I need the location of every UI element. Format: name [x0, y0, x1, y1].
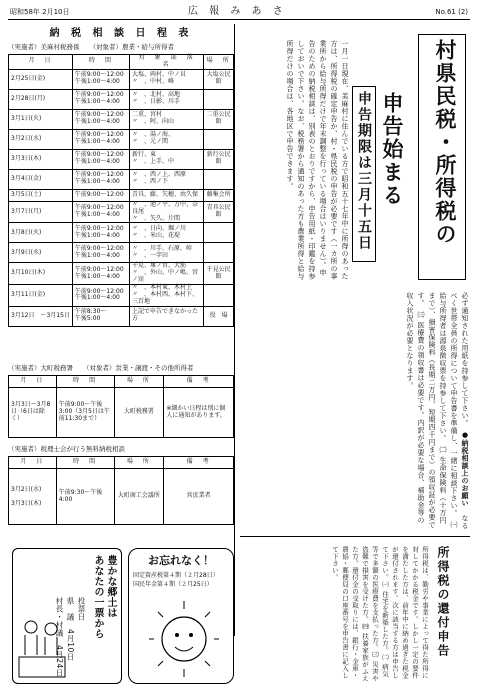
schedule-date: 3月3日(木)	[9, 149, 73, 169]
schedule-place	[204, 285, 234, 307]
schedule-row	[9, 149, 234, 169]
tax-accountant-table: 月 日 時 間 場 所 備 考 3月2日(水) 3月3日(木) 午前9:30～午後4:00 大町商工会議所 営庶業者	[8, 456, 234, 525]
article-paragraph-1: 一月一日現在、美麻村に住んでいる方で昭和五十七年中に所得のあった方は、所得税の確定申告か、村・県民税の申告が必要です（一カ所の事業所から給与所得だけで年末調整を行っている場合はいりません）。申告のための納税相談は、別表のとおりですから、申告用紙・印鑑を持参しておいで下さい。なお、税務署から通知のあった方も農業所得と給与所得だけの場合は、各地区で申告できます。	[286, 40, 349, 280]
schedule-date: 3月4日(金)	[9, 169, 73, 189]
schedule-date: 3月7日(月)	[9, 201, 73, 223]
schedule-areas: 大塩、両村、中ノ貝 〃 、中村、峰	[130, 69, 204, 89]
refund-body: 所得税は、勤労や事業によって得た所得に対してかかる税金です。しかし一定の要件を満たした方は、前年中に納め過ぎた税金が還付されます。次に該当する方は申告して下さい。㈠ 住宅を新築した方。㈡ 病気等で多額の医療費を支払った方。㈢ 災害や盗難で損害を受けた方。㈣ 扶養家族がふえた方。還付金の受取りには、銀行・金庫・農協・郵便局の口座番号を申告書に記入して下さい。	[331, 546, 429, 682]
voters-illustration	[17, 607, 69, 679]
tax-accountant-row: 3月2日(水) 3月3日(木) 午前9:30～午後4:00 大町商工会議所 営庶業者	[9, 469, 234, 525]
schedule-areas: 上記で申告できなかった方	[130, 306, 204, 326]
schedule-date: 3月12日 ～3月15日	[9, 306, 73, 326]
schedule-row	[9, 223, 234, 243]
schedule-areas: 〃 、池ノ平、万中、奈良尾 〃 、矢久、片間	[130, 201, 204, 223]
schedule-areas: 新行、東 〃 、上手、中	[130, 149, 204, 169]
schedule-areas: 〃 、湯ノ海、 〃 、元ノ関	[130, 129, 204, 149]
schedule-times: 午前9:00～12:00 午後1:00～4:00	[72, 169, 129, 189]
schedule-areas: 〃 、川手、石原、峠 〃 、一字田	[130, 243, 204, 263]
schedule-header-row: 月 日 時 間 対 象 部 落 名 場 所	[9, 55, 234, 70]
schedule-row	[9, 69, 234, 89]
schedule-times: 午前9:00～12:00 午後1:00～4:00	[72, 69, 129, 89]
schedule-date: 3月10日(木)	[9, 263, 73, 285]
schedule-times: 午前9:00～12:00 午後1:00～4:00	[72, 89, 129, 109]
reminder-title: お忘れなく！	[148, 554, 214, 567]
schedule-times: 午前9:00～12:00 午後1:00～4:00	[72, 285, 129, 307]
implementer-2: （実施者）大町税務署 （対象者）営業・譲渡・その他所得者	[8, 364, 194, 372]
schedule-times: 午前9:00～12:00 午後1:00～4:00	[72, 243, 129, 263]
schedule-times: 午前9:00～12:00 午後1:00～4:00	[72, 129, 129, 149]
headline-sub: 申告始まる	[380, 92, 404, 207]
schedule-place	[204, 223, 234, 243]
deadline-text: 申告期限は三月十五日	[356, 91, 372, 251]
schedule-date: 3月8日(火)	[9, 223, 73, 243]
schedule-row	[9, 263, 234, 285]
schedule-place: 役 場	[204, 306, 234, 326]
schedule-place	[204, 129, 234, 149]
schedule-areas: 〃 、北村、高地 〃 、日影、川手	[130, 89, 204, 109]
schedule-row	[9, 285, 234, 307]
schedule-times: 午前9:00～12:00 午後1:00～4:00	[72, 263, 129, 285]
schedule-date: 3月11日(金)	[9, 285, 73, 307]
schedule-table	[8, 54, 234, 327]
schedule-place: 二重公民館	[204, 109, 234, 129]
schedule-row	[9, 169, 234, 189]
schedule-place	[204, 169, 234, 189]
column-divider	[234, 24, 235, 636]
headline-main: 村県民税・所得税の	[433, 39, 457, 246]
election-ad: 豊かな郷土は あなたの一票から 投票日 県 議 4月10日 村長・村議 4月24日	[12, 548, 122, 684]
schedule-place	[204, 89, 234, 109]
schedule-place: 藤集会所	[204, 189, 234, 201]
payment-reminder: お忘れなく！ 固定資産税第４期（２月28日） 国民年金第４期（２月25日）	[128, 548, 234, 684]
schedule-row	[9, 201, 234, 223]
schedule-place: 青具公民館	[204, 201, 234, 223]
schedule-times: 午前9:00～12:00 午後1:00～4:00	[72, 223, 129, 243]
tax-office-row: 3月3日～3月8日（6日は除く） 午前9:00～午後3:00（3月5日は午前11:30まで） 大町税務署 ※細かい日程は別に個人に通知があります。	[9, 388, 234, 438]
refund-title: 所得税の還付申告	[436, 546, 450, 658]
schedule-row	[9, 243, 234, 263]
schedule-date: 3月1日(火)	[9, 109, 73, 129]
schedule-row	[9, 129, 234, 149]
deadline-box	[352, 86, 376, 262]
schedule-date: 3月2日(水)	[9, 129, 73, 149]
schedule-row	[9, 306, 234, 326]
schedule-date: 2月25日(金)	[9, 69, 73, 89]
article-paragraph-2: 必ず通知された用紙を持参して下さい。 ●納税相談上のお願い なるべく世帯全員の所得について申告書を準備し、一緒に相談下さい。 ㈠ 給与所得者は源泉徴収票を持参して下さい。 ㈡ 生命保険料（十万円まで）、損害保険料（長期二万円、短期四千円まで）の領収証が必要です。 ㈢ 医療費の領収書は必要です。内訳が必要な場合、補助金等の収入状況が必要となります。	[406, 292, 469, 530]
schedule-areas: 〃 、西ノ上、西原 〃 、西ノ下	[130, 169, 204, 189]
schedule-areas: 千見、塚ノ宮、大筋 〃 、外山、中ノ嶋、宮ノ窪	[130, 263, 204, 285]
schedule-row	[9, 89, 234, 109]
schedule-date: 3月5日(土)	[9, 189, 73, 201]
schedule-place: 新行公民館	[204, 149, 234, 169]
schedule-place	[204, 243, 234, 263]
schedule-areas: 二重、宮村 〃 、阿、向山	[130, 109, 204, 129]
schedule-row	[9, 189, 234, 201]
schedule-areas: 〃 、日向、堀ノ川 〃 、米山、花堤	[130, 223, 204, 243]
tax-office-table: 月 日 時 間 場 所 備 考 3月3日～3月8日（6日は除く） 午前9:00～午後3:00（3月5日は午前11:30まで） 大町税務署 ※細かい日程は別に個人に通知があります。	[8, 375, 234, 438]
schedule-place: 大塩公民館	[204, 69, 234, 89]
headline-box	[418, 34, 466, 280]
issue-date: 昭和58年 2月10日	[10, 8, 70, 16]
schedule-times: 午前9:00～12:00	[72, 189, 129, 201]
schedule-date: 2月28日(月)	[9, 89, 73, 109]
schedule-times: 午前9:00～12:00 午後1:00～4:00	[72, 109, 129, 129]
newsletter-title: 広 報 み あ さ	[188, 6, 287, 17]
schedule-times: 午前8:30～ 午後5:00	[72, 306, 129, 326]
sun-character-illustration	[149, 599, 219, 679]
schedule-row	[9, 109, 234, 129]
issue-number: No.61 (2)	[435, 8, 468, 16]
schedule-place: 千見公民館	[204, 263, 234, 285]
schedule-areas: 〃 、本村東、木村上 〃 、本村西、本村下、三百地	[130, 285, 204, 307]
page-header	[8, 6, 470, 20]
schedule-date: 3月9日(水)	[9, 243, 73, 263]
implementer-1: （実施者）美麻村税務係 （対象者）農業・給与所得者	[8, 43, 174, 51]
schedule-areas: 青具、藤、矢穂、由久保	[130, 189, 204, 201]
schedule-title: 納 税 相 談 日 程 表	[49, 28, 193, 39]
schedule-times: 午前9:00～12:00 午後1:00～4:00	[72, 201, 129, 223]
schedule-times: 午前9:00～12:00 午後1:00～4:00	[72, 149, 129, 169]
implementer-3: （実施者）税理士会が行う無料納税相談	[8, 445, 125, 453]
